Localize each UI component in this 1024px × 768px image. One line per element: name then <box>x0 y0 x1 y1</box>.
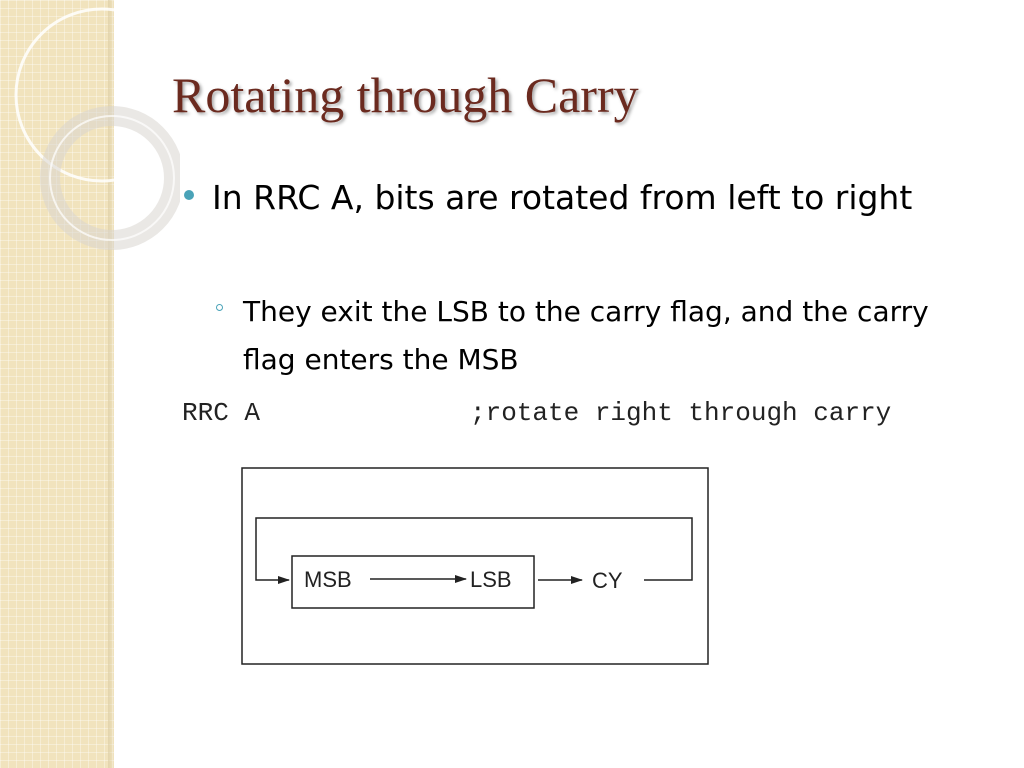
diagram-outer-frame <box>242 468 708 664</box>
code-comment: ;rotate right through carry <box>470 398 892 428</box>
sub-bullet-ring-icon <box>216 304 223 311</box>
code-line <box>182 396 1002 430</box>
deco-circle-large <box>16 9 180 181</box>
bullet-text: In RRC A, bits are rotated from left to right <box>212 178 913 217</box>
msb-label: MSB <box>304 567 352 592</box>
sub-bullet-text: They exit the LSB to the carry flag, and the carry flag enters the MSB <box>243 295 929 376</box>
decorative-circles <box>0 0 180 260</box>
lsb-label: LSB <box>470 567 512 592</box>
slide-title: Rotating through Carry <box>172 67 639 123</box>
bullet-dot-icon <box>184 190 194 200</box>
rotate-through-carry-diagram <box>236 460 716 672</box>
code-instruction: RRC A <box>182 398 261 428</box>
deco-ring-highlight <box>50 116 174 240</box>
carry-label: CY <box>592 568 623 593</box>
